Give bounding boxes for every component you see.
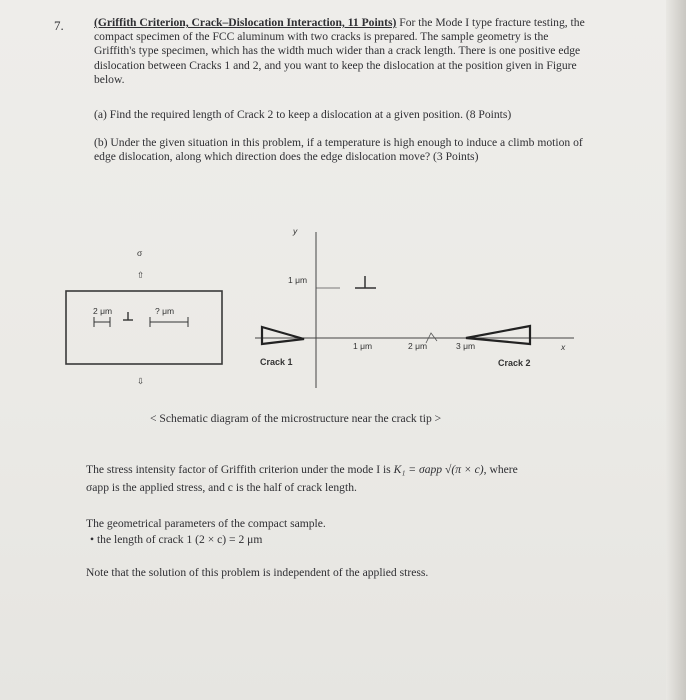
compact-specimen-box — [66, 291, 222, 364]
tick-3um-label: 3 μm — [456, 341, 476, 351]
sample-crack2-unknown-label: ? μm — [155, 306, 175, 316]
figure-caption: < Schematic diagram of the microstructure near the crack tip > — [150, 412, 442, 425]
y-axis-label: y — [293, 226, 298, 236]
question-intro-text: For the Mode I type fracture testing, the compact specimen of the FCC aluminum with two cracks is prepared. The sample geometry is the Griffith's type specimen, which has the width much wider than a crack length. There is one positive edge dislocation between Cracks 1 and 2, and you want to keep the dislocation at the position given in Figure below. — [94, 16, 585, 86]
part-a: (a) Find the required length of Crack 2 to keep a dislocation at a given position. (8 Points) — [94, 108, 512, 121]
stress-intensity-text — [86, 461, 576, 497]
stress-line1-pre: The stress intensity factor of Griffith criterion under the mode I is — [86, 463, 391, 476]
stress-formula: K₁ = σapp √(π × c) — [393, 463, 484, 476]
question-heading: (Griffith Criterion, Crack–Dislocation Interaction, 11 Points) — [94, 16, 397, 29]
stress-line1-post: , where — [483, 463, 518, 476]
sigma-label: σ — [137, 248, 143, 258]
geometry-parameters — [86, 516, 326, 548]
x-axis-label: x — [561, 342, 566, 352]
geometry-bullet: • the length of crack 1 (2 × c) = 2 μm — [90, 533, 263, 546]
crack1-wedge — [262, 327, 304, 344]
geometry-title: The geometrical parameters of the compact sample. — [86, 517, 326, 530]
tick-1um-label: 1 μm — [353, 341, 373, 351]
tick-2um-label: 2 μm — [408, 341, 428, 351]
sample-crack1-length-label: 2 μm — [93, 306, 113, 316]
crack2-wedge — [466, 326, 530, 344]
crack1-label: Crack 1 — [260, 357, 293, 367]
question-number: 7. — [54, 18, 64, 33]
stress-line2: σapp is the applied stress, and c is the half of crack length. — [86, 481, 357, 494]
crack2-label: Crack 2 — [498, 358, 531, 368]
vertical-offset-label: 1 μm — [288, 275, 308, 285]
part-b: (b) Under the given situation in this problem, if a temperature is high enough to induce a climb motion of edge dislocation, along which direction does the edge dislocation move? (3 Points) — [94, 136, 583, 164]
applied-stress-down-arrow: ⇩ — [137, 376, 145, 386]
note-text: Note that the solution of this problem is independent of the applied stress. — [86, 566, 429, 579]
applied-stress-up-arrow: ⇧ — [137, 270, 145, 280]
